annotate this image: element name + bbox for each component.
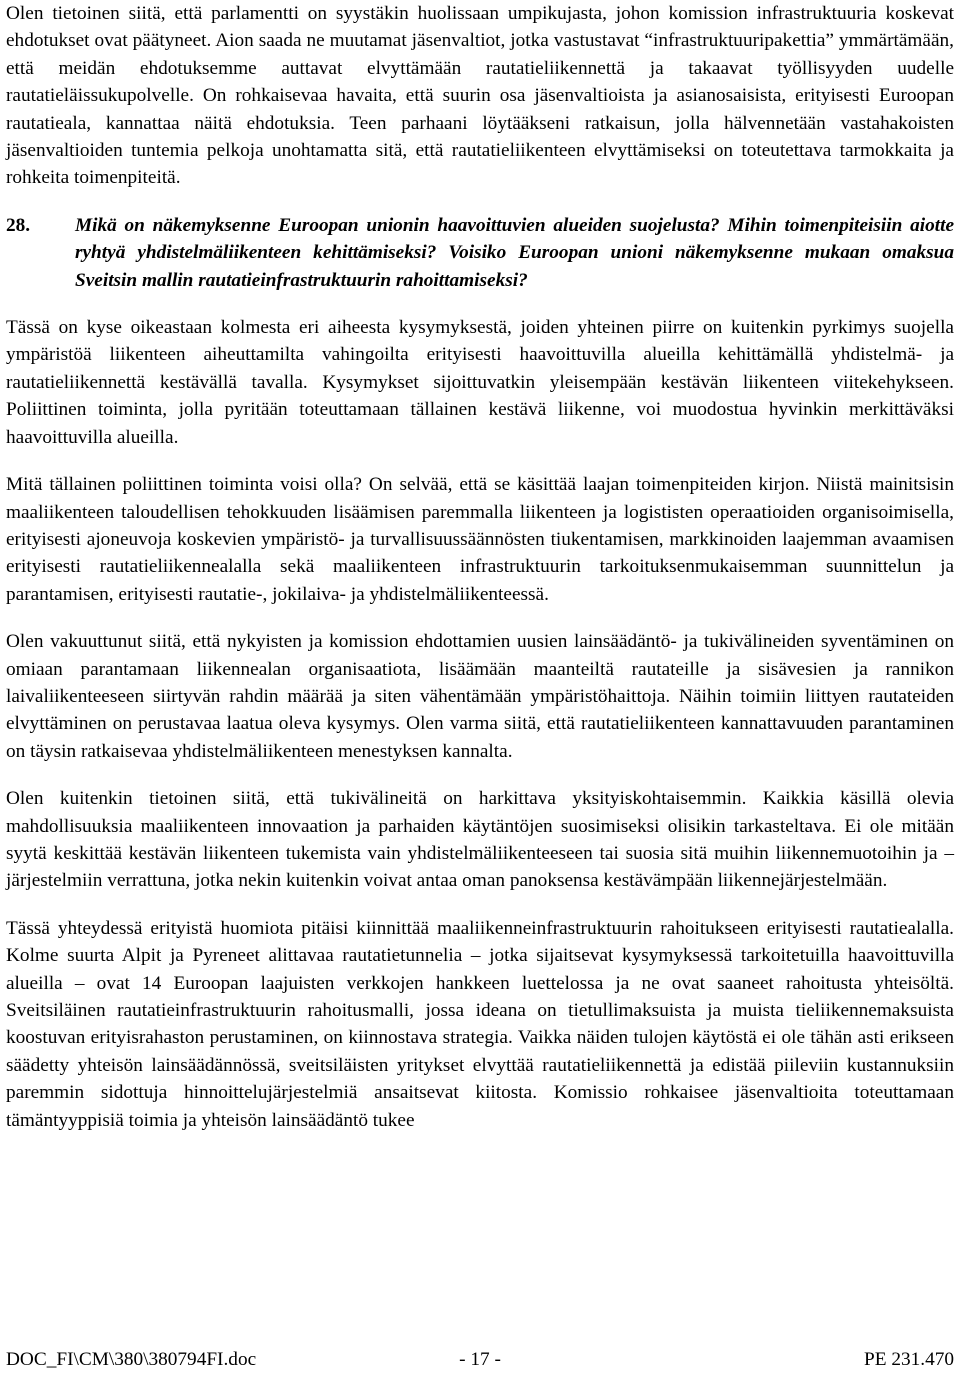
answer-paragraph-3: Olen vakuuttunut siitä, että nykyisten ja komission ehdottamien uusien lainsäädäntö- ja tukivälineiden syventäminen on omiaan parantamaan liikennealan organisaatiota, lisäämään maanteiltä rautateille ja sisävesien ja rannikon laivaliikenteeseen siirtyvän rahdin määrää ja siten vähentämään ympäristöhaittoja. Näihin toimiin liittyen rautateiden elvyttäminen on perustavaa laatua oleva kysymys. Olen varma siitä, että rautatieliikenteen kannattavuuden parantaminen on täysin ratkaisevaa yhdistelmäliikenteen menestyksen kannalta.: [6, 631, 954, 762]
answer-paragraph-5: Tässä yhteydessä erityistä huomiota pitäisi kiinnittää maaliikenneinfrastruktuurin rahoitukseen erityisesti rautatiealalla. Kolme suurta Alpit ja Pyreneet alittavaa rautatietunnelia – jotka sijaitsevat kysymyksessä tarkoitetuilla haavoittuvilla alueilla – ovat 14 Euroopan laajuisten verkkojen hankkeen luettelossa ja ne ovat saaneet rahoitusta yhteisöltä. Sveitsiläinen rautatieinfrastruktuurin rahoitusmalli, jossa ideana on tietullimaksuista ja muista tieliikennemaksuista koostuvan erityisrahaston perustaminen, on kiinnostava strategia. Vaikka näiden tulojen käytöstä ei ole tähän asti erikseen säädetty yhteisön lainsäädännössä, sveitsiläisten yritykset elvyttää rautatieliikennettä ja edistää piileviin kustannuksiin paremmin sidottuja hinnoittelujärjestelmiä ansaitsevat kiitosta. Komissio rohkaisee jäsenvaltioita toteuttamaan tämäntyyppisiä toimia ja yhteisön lainsäädäntö tukee: [6, 917, 954, 1131]
question-block: [6, 212, 954, 294]
page-footer: [6, 1346, 954, 1374]
document-page: [6, 0, 954, 1134]
footer-pe-number: PE 231.470: [864, 1349, 954, 1370]
answer-paragraph-2: Mitä tällainen poliittinen toiminta voisi olla? On selvää, että se käsittää laajan toimenpiteiden kirjon. Niistä mainitsisin maaliikenteen taloudellisen tehokkuuden lisäämisen paremmalla liikenteen ja logististen operaatioiden organisoimisella, erityisesti ajoneuvoja koskevien ympäristö- ja turvallisuussäännösten tiukentamisen, markkinoiden laajemman avaamisen erityisesti rautatieliikennealalla sekä maaliikenteen infrastruktuurin tarkoituksenmukaisemman suunnittelun ja parantamisen, erityisesti rautatie-, jokilaiva- ja yhdistelmäliikenteessä.: [6, 474, 954, 605]
question-text: Mikä on näkemyksenne Euroopan unionin haavoittuvien alueiden suojelusta? Mihin toimenpiteisiin aiotte ryhtyä yhdistelmäliikenteen kehittämiseksi? Voisiko Euroopan unioni näkemyksenne mukaan omaksua Sveitsin mallin rautatieinfrastruktuurin rahoittamiseksi?: [75, 214, 954, 291]
footer-page-number: - 17 -: [459, 1349, 501, 1370]
question-number: 28.: [6, 214, 31, 236]
intro-paragraph: Olen tietoinen siitä, että parlamentti on syystäkin huolissaan umpikujasta, johon komission infrastruktuuria koskevat ehdotukset ovat päätyneet. Aion saada ne muutamat jäsenvaltiot, jotka vastustavat “infrastruktuuripakettia” ymmärtämään, että meidän ehdotuksemme auttavat elvyttämään rautatieliikennettä ja takaavat työllisyyden uudelle rautatieläissukupolvelle. On rohkaisevaa havaita, että suurin osa jäsenvaltioista ja asianosaisista, erityisesti Euroopan rautatieala, kannattaa näitä ehdotuksia. Teen parhaani löytääkseni ratkaisun, jolla hälvennetään vastahakoisten jäsenvaltioiden tuntemia pelkoja unohtamatta sitä, että rautatieliikenteen elvyttämiseksi on toteutettava tarmokkaita ja rohkeita toimenpiteitä.: [6, 3, 954, 189]
answer-paragraph-1: Tässä on kyse oikeastaan kolmesta eri aiheesta kysymyksestä, joiden yhteinen piirre on kuitenkin pyrkimys suojella ympäristöä liikenteen aiheuttamilta vahingoilta erityisesti haavoittuvilla alueilla kehittämällä yhdistelmä- ja rautatieliikennettä kestävällä tavalla. Kysymykset sijoittuvatkin yleisempään kestävän liikenteen viitekehykseen. Poliittinen toiminta, jolla pyritään toteuttamaan tällainen kestävä liikenne, voi muodostua hyvinkin merkittäväksi haavoittuvilla alueilla.: [6, 317, 954, 448]
footer-doc-ref: DOC_FI\CM\380\380794FI.doc: [6, 1349, 257, 1370]
answer-paragraph-4: Olen kuitenkin tietoinen siitä, että tukivälineitä on harkittava yksityiskohtaisemmin. Kaikkia käsillä olevia mahdollisuuksia maaliikenteen innovaation ja parhaiden käytäntöjen suosimiseksi olisikin tarkasteltava. Ei ole mitään syytä keskittää kestävän liikenteen tukemista vain yhdistelmäliikenteeseen tai suosia sitä muihin liikennemuotoihin ja –järjestelmiin verrattuna, jotka nekin kuitenkin voivat antaa oman panoksensa kestävämpään liikennejärjestelmään.: [6, 788, 954, 892]
